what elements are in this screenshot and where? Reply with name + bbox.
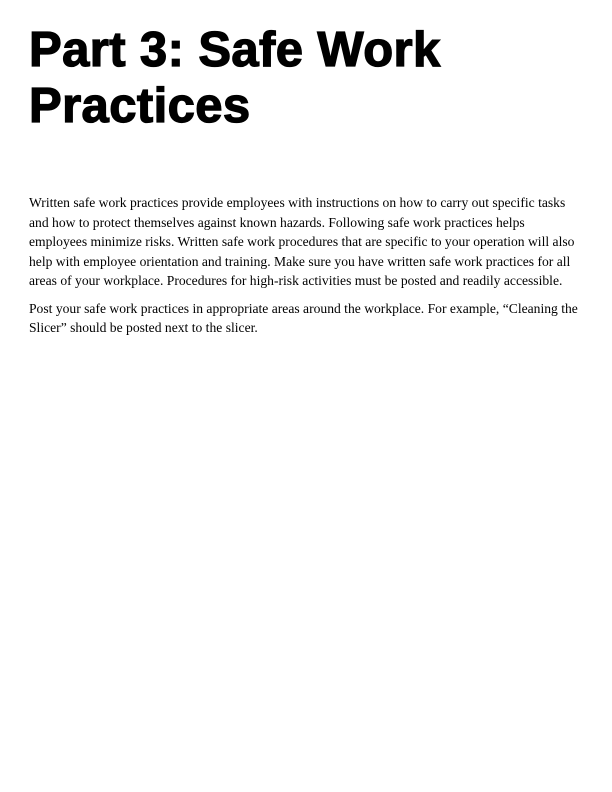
body-text	[29, 193, 585, 346]
page-title-line-2: Practices	[29, 79, 251, 133]
page-title	[29, 22, 589, 134]
page-title-line-1: Part 3: Safe Work	[29, 23, 441, 77]
paragraph-posting: Post your safe work practices in appropriate areas around the workplace. For example, “Cleaning the Slicer” should be posted next to the slicer.	[29, 300, 578, 335]
paragraph-intro: Written safe work practices provide employees with instructions on how to carry out specific tasks and how to protect themselves against known hazards. Following safe work practices helps employees minimize risks. Written safe work procedures that are specific to your operation will also help with employee orientation and training. Make sure you have written safe work practices for all areas of your workplace. Procedures for high-risk activities must be posted and readily accessible.	[29, 195, 575, 288]
